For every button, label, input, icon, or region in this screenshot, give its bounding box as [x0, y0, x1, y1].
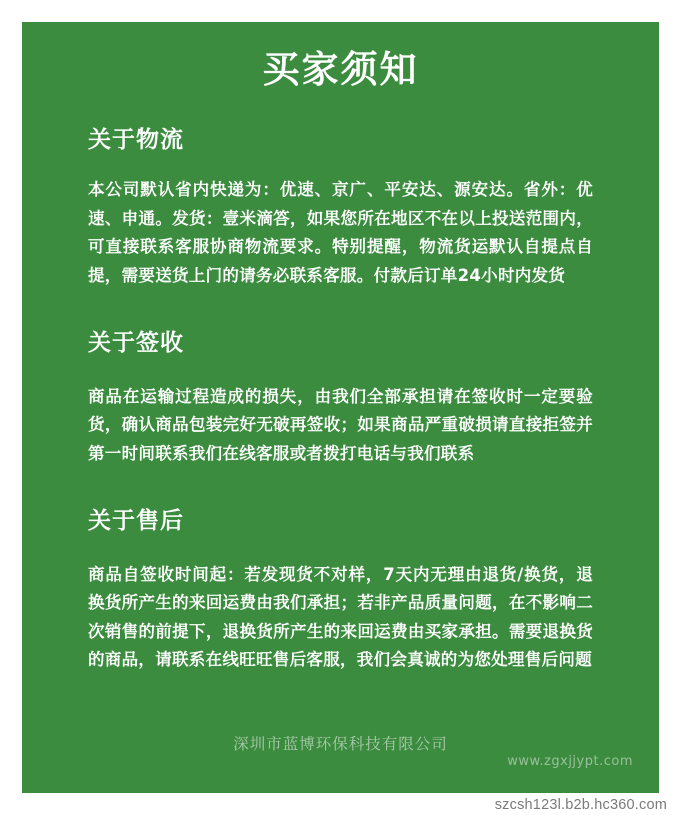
- section-body-aftersale: [88, 535, 593, 675]
- page-title: 买家须知: [262, 48, 419, 91]
- watermark-site-url: www.zgxjjypt.com: [507, 754, 633, 769]
- section-text-logistics: 本公司默认省内快递为：优速、京广、平安达、源安达。省外：优速、申通。发货：壹米滴答，如果您所在地区不在以上投送范围内，可直接联系客服协商物流要求。特别提醒，物流货运默认自提点自提，需要送货上门的请务必联系客服。付款后订单24小时内发货: [88, 180, 593, 285]
- green-content-panel: [22, 22, 659, 793]
- footer-source-url: szcsh123l.b2b.hc360.com: [494, 797, 667, 813]
- section-body-receipt: [88, 357, 593, 468]
- section-logistics: [22, 92, 659, 290]
- section-receipt: [22, 290, 659, 468]
- section-text-receipt: 商品在运输过程造成的损失，由我们全部承担请在签收时一定要验货，确认商品包装完好无破再签收；如果商品严重破损请直接拒签并第一时间联系我们在线客服或者拨打电话与我们联系: [88, 386, 593, 463]
- watermark-company-name: 深圳市蓝博环保科技有限公司: [233, 735, 448, 753]
- section-aftersale: [22, 468, 659, 675]
- section-heading-logistics: 关于物流: [88, 127, 184, 154]
- section-body-logistics: [88, 154, 593, 290]
- section-heading-aftersale: 关于售后: [88, 508, 184, 535]
- section-heading-receipt: 关于签收: [88, 329, 184, 356]
- section-text-aftersale: 商品自签收时间起：若发现货不对样，7天内无理由退货/换货，退换货所产生的来回运费由我们承担；若非产品质量问题，在不影响二次销售的前提下，退换货所产生的来回运费由买家承担。需要退换货的商品，请联系在线旺旺售后客服，我们会真诚的为您处理售后问题: [88, 565, 593, 670]
